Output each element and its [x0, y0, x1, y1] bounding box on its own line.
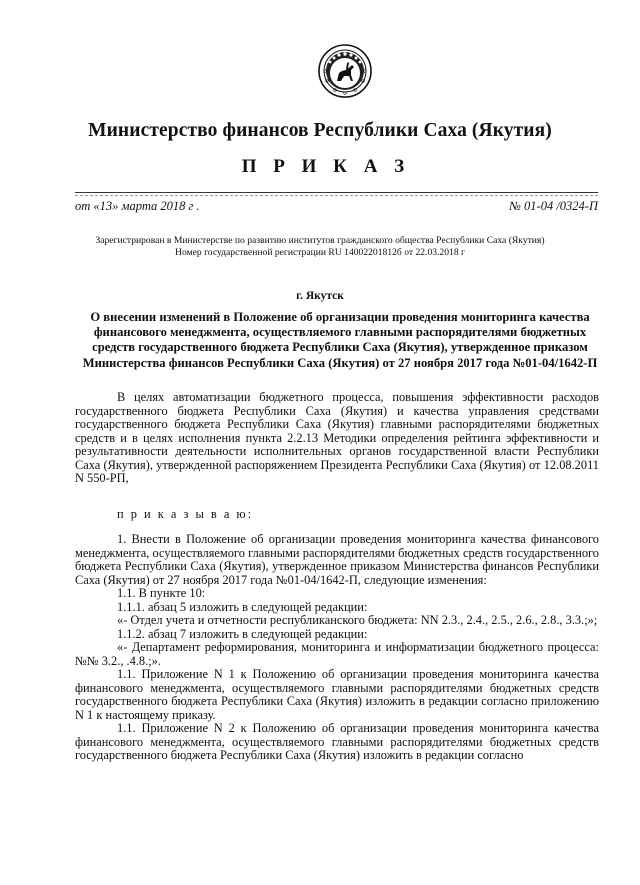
preamble: В целях автоматизации бюджетного процесса, повышения эффективности расходов государственного бюджета Республики Саха (Якутия) и качества управления средствами государственного бюджета Республики Саха (Якутия) главными распорядителями бюджетных средств и в целях исполнения пункта 2.2.13 Методики определения рейтинга эффективности и результативности деятельности исполнительных органов государственной власти Республики Саха (Якутия), утвержденной распоряжением Президента Республики Саха (Якутия) от 12.08.2011 N 550-РП,: [75, 390, 599, 485]
ministry-name: Министерство финансов Республики Саха (Якутия): [88, 120, 552, 141]
list-item: 1.1. Приложение N 2 к Положению об организации проведения мониторинга качества финансового менеджмента, осуществляемого главными распорядителями бюджетных средств государственного бюджета Республики Саха (Якутия) изложить в редакции согласно: [75, 721, 599, 762]
document-type: П Р И К А З: [241, 156, 411, 177]
header-divider-dashed: [75, 195, 598, 196]
registration-line-1: Зарегистрирован в Министерстве по развитию институтов гражданского общества Республики Саха (Якутия): [95, 235, 545, 246]
registration-note: [0, 235, 640, 259]
list-item: 1.1.2. абзац 7 изложить в следующей редакции:: [117, 626, 368, 641]
list-item: 1.1. Приложение N 1 к Положению об организации проведения мониторинга качества финансового менеджмента, осуществляемого главными распорядителями бюджетных средств государственного бюджета Республики Саха (Якутия) изложить в редакции согласно приложению N 1 к настоящему приказу.: [75, 667, 599, 722]
order-date: от «13» марта 2018 г .: [75, 199, 200, 213]
order-number: № 01-04 /0324-П: [509, 199, 598, 213]
order-word: п р и к а з ы в а ю:: [117, 506, 254, 521]
list-item: 1.1.1. абзац 5 изложить в следующей редакции:: [117, 599, 368, 614]
list-item: «- Отдел учета и отчетности республиканского бюджета: NN 2.3., 2.4., 2.5., 2.6., 2.8., 3.3.;»;: [117, 613, 598, 627]
order-title: О внесении изменений в Положение об организации проведения мониторинга качества финансового менеджмента, осуществляемого главными распорядителями бюджетных средств государственного бюджета Республики Саха (Якутия), утвержденное приказом Министерства финансов Республики Саха (Якутия) от 27 ноября 2017 года №01-04/1642-П: [82, 310, 598, 370]
registration-line-2: Номер государственной регистрации RU 14002201812б от 22.03.2018 г: [175, 247, 465, 258]
list-item: 1.1. В пункте 10:: [117, 586, 206, 600]
order-body: [75, 391, 599, 763]
header-divider: [75, 192, 598, 194]
coat-of-arms-icon: [317, 43, 373, 99]
list-item: 1. Внести в Положение об организации проведения мониторинга качества финансового менеджмента, осуществляемого главными распорядителями бюджетных средств государственного бюджета Республики Саха (Якутия), утвержденное приказом Министерства финансов Республики Саха (Якутия) от 27 ноября 2017 года №01-04/1642-П, следующие изменения:: [75, 532, 599, 587]
city: г. Якутск: [296, 290, 344, 302]
list-item: «- Департамент реформирования, мониторинга и информатизации бюджетного процесса: №№ 3.2., .4.8.;».: [75, 640, 599, 668]
